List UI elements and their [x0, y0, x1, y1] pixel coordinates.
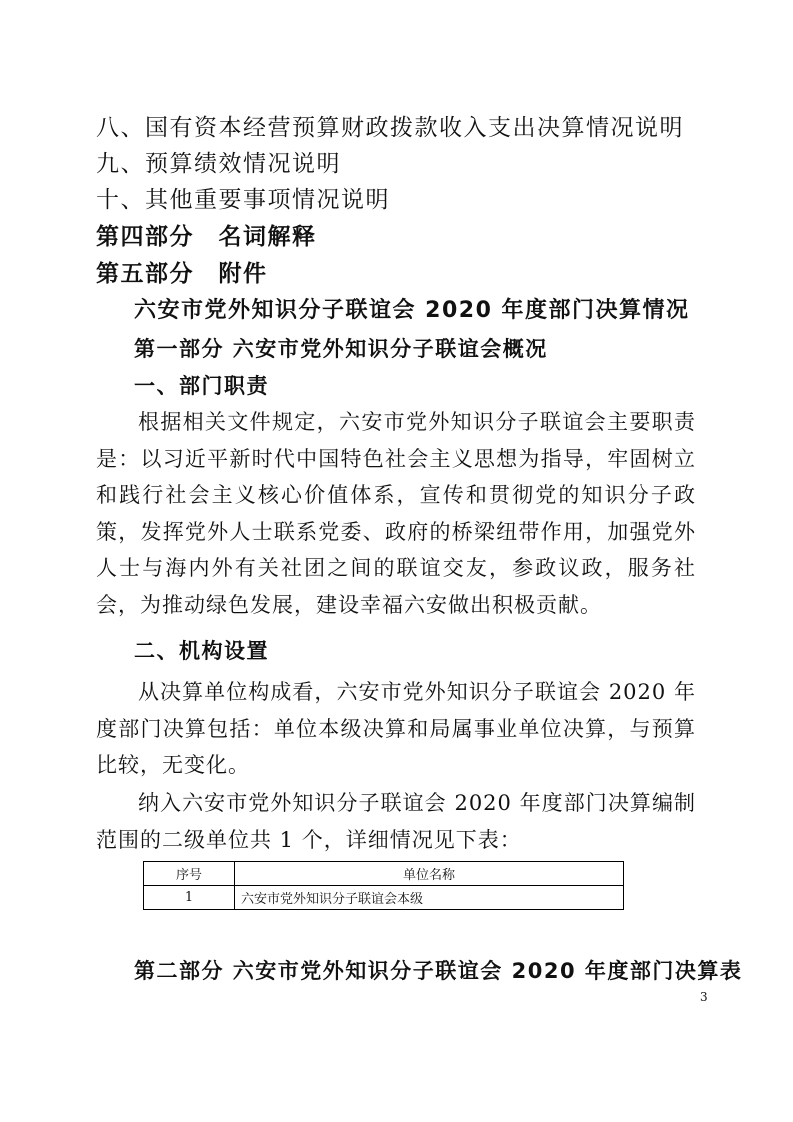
section2-heading: 二、机构设置	[134, 639, 269, 663]
section1-heading: 一、部门职责	[134, 374, 269, 398]
cell-index: 1	[144, 886, 235, 910]
part2-heading: 第二部分 六安市党外知识分子联谊会 2020 年度部门决算表	[134, 959, 743, 983]
header-index: 序号	[144, 862, 235, 886]
section2-paragraph-1: 从决算单位构成看，六安市党外知识分子联谊会 2020 年度部门决算包括：单位本级决算和局属事业单位决算，与预算比较，无变化。	[96, 680, 696, 777]
cell-unit-name: 六安市党外知识分子联谊会本级	[235, 886, 624, 910]
section1-paragraph: 根据相关文件规定，六安市党外知识分子联谊会主要职责是：以习近平新时代中国特色社会主义思想为指导，牢固树立和践行社会主义核心价值体系，宣传和贯彻党的知识分子政策，发挥党外人士联系党委、政府的桥梁纽带作用，加强党外人士与海内外有关社团之间的联谊交友，参政议政，服务社会，为推动绿色发展，建设幸福六安做出积极贡献。	[96, 410, 696, 617]
units-table	[143, 861, 624, 910]
toc-item-9: 九、预算绩效情况说明	[96, 151, 341, 177]
toc-item-10: 十、其他重要事项情况说明	[96, 187, 390, 213]
toc-part-4: 第四部分 名词解释	[96, 224, 317, 250]
toc-part-5: 第五部分 附件	[96, 261, 268, 287]
table-header-row	[144, 862, 624, 886]
table-row	[144, 886, 624, 910]
header-unit-name: 单位名称	[235, 862, 624, 886]
toc-item-8: 八、国有资本经营预算财政拨款收入支出决算情况说明	[96, 115, 684, 141]
part1-heading: 第一部分 六安市党外知识分子联谊会概况	[134, 337, 548, 361]
page-number: 3	[700, 990, 708, 1004]
section2-paragraph-2: 纳入六安市党外知识分子联谊会 2020 年度部门决算编制范围的二级单位共 1 个，详细情况见下表：	[96, 791, 696, 852]
document-title: 六安市党外知识分子联谊会 2020 年度部门决算情况	[134, 298, 690, 323]
